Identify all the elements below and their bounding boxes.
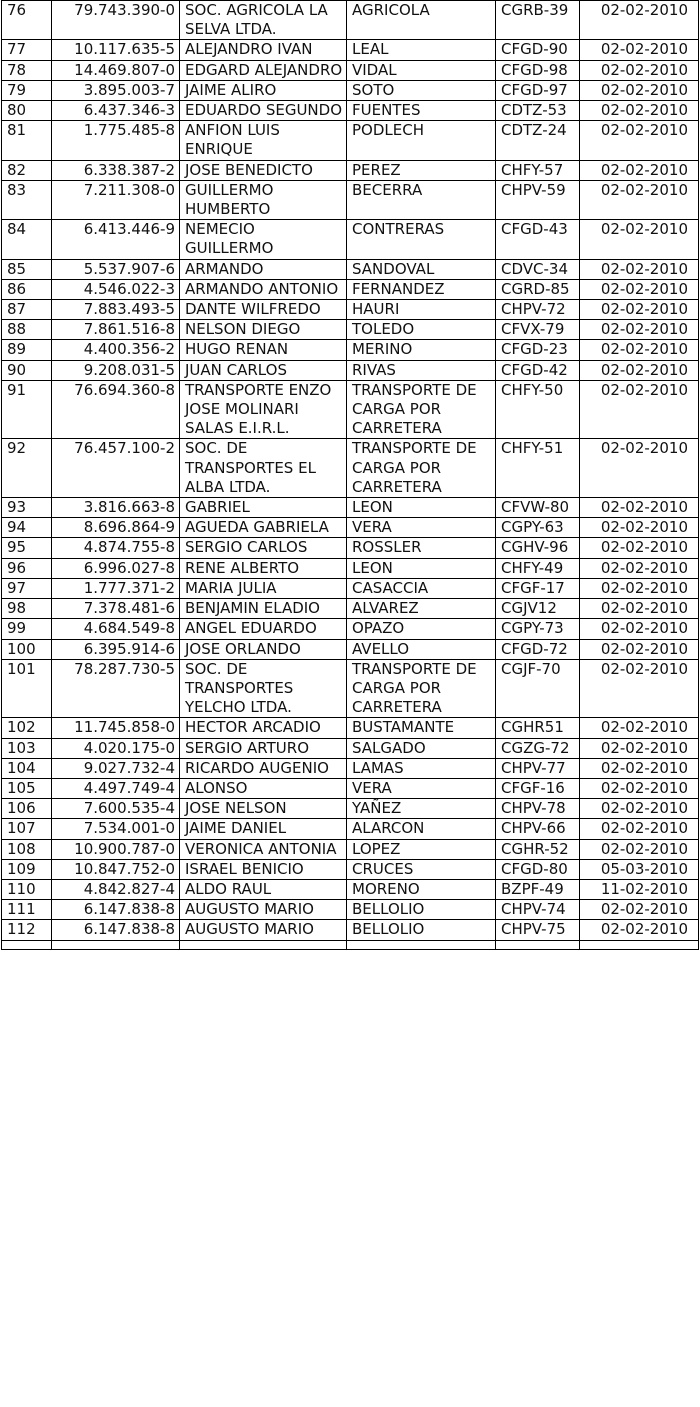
surname-cell: VERA: [347, 518, 496, 538]
name-cell: NEMECIO GUILLERMO: [180, 220, 347, 259]
rut-cell: 6.147.838-8: [52, 900, 180, 920]
table-row: [2, 599, 699, 619]
table-row: [2, 40, 699, 60]
rut-cell: 6.437.346-3: [52, 101, 180, 121]
row-number: 100: [2, 639, 52, 659]
name-cell: ARMANDO: [180, 259, 347, 279]
surname-cell: OPAZO: [347, 619, 496, 639]
date-cell: 02-02-2010: [580, 659, 699, 718]
row-number: 86: [2, 279, 52, 299]
name-cell: AUGUSTO MARIO: [180, 900, 347, 920]
date-cell: 05-03-2010: [580, 859, 699, 879]
surname-cell: BUSTAMANTE: [347, 718, 496, 738]
plate-cell: CHFY-57: [496, 160, 580, 180]
surname-cell: RIVAS: [347, 360, 496, 380]
rut-cell: 7.534.001-0: [52, 819, 180, 839]
date-cell: 02-02-2010: [580, 778, 699, 798]
rut-cell: 7.378.481-6: [52, 599, 180, 619]
table-row: [2, 180, 699, 219]
row-number: 107: [2, 819, 52, 839]
rut-cell: 6.395.914-6: [52, 639, 180, 659]
rut-cell: 4.546.022-3: [52, 279, 180, 299]
name-cell: ANGEL EDUARDO: [180, 619, 347, 639]
table-row: [2, 279, 699, 299]
date-cell: 02-02-2010: [580, 518, 699, 538]
plate-cell: CHPV-75: [496, 920, 580, 940]
surname-cell: BELLOLIO: [347, 900, 496, 920]
name-cell: HECTOR ARCADIO: [180, 718, 347, 738]
plate-cell: CFGD-97: [496, 80, 580, 100]
name-cell: JOSE ORLANDO: [180, 639, 347, 659]
name-cell: SERGIO ARTURO: [180, 738, 347, 758]
name-cell: EDUARDO SEGUNDO: [180, 101, 347, 121]
name-cell: JOSE NELSON: [180, 799, 347, 819]
name-cell: HUGO RENAN: [180, 340, 347, 360]
date-cell: 11-02-2010: [580, 879, 699, 899]
surname-cell: BECERRA: [347, 180, 496, 219]
row-number: 76: [2, 1, 52, 40]
surname-cell: HAURI: [347, 300, 496, 320]
rut-cell: 10.847.752-0: [52, 859, 180, 879]
row-number: 82: [2, 160, 52, 180]
name-cell: SERGIO CARLOS: [180, 538, 347, 558]
table-row: [2, 778, 699, 798]
plate-cell: CGHR51: [496, 718, 580, 738]
row-number: 110: [2, 879, 52, 899]
name-cell: ALONSO: [180, 778, 347, 798]
row-number: 112: [2, 920, 52, 940]
row-number: 96: [2, 558, 52, 578]
table-row: [2, 439, 699, 498]
plate-cell: CFGD-72: [496, 639, 580, 659]
table-row: [2, 160, 699, 180]
table-row: [2, 578, 699, 598]
name-cell: ISRAEL BENICIO: [180, 859, 347, 879]
table-row: [2, 259, 699, 279]
table-row: [2, 538, 699, 558]
row-number: 87: [2, 300, 52, 320]
rut-cell: 4.020.175-0: [52, 738, 180, 758]
rut-cell: 3.816.663-8: [52, 498, 180, 518]
plate-cell: CGHR-52: [496, 839, 580, 859]
name-cell: JAIME DANIEL: [180, 819, 347, 839]
surname-cell: FERNANDEZ: [347, 279, 496, 299]
rut-cell: 11.745.858-0: [52, 718, 180, 738]
name-cell: SOC. DE TRANSPORTES EL ALBA LTDA.: [180, 439, 347, 498]
table-row: [2, 380, 699, 439]
rut-cell: 7.883.493-5: [52, 300, 180, 320]
table-row: [2, 639, 699, 659]
plate-cell: CGPY-73: [496, 619, 580, 639]
plate-cell: CHFY-49: [496, 558, 580, 578]
empty-cell: [347, 940, 496, 949]
name-cell: NELSON DIEGO: [180, 320, 347, 340]
name-cell: AUGUSTO MARIO: [180, 920, 347, 940]
rut-cell: 4.400.356-2: [52, 340, 180, 360]
plate-cell: CHPV-78: [496, 799, 580, 819]
rut-cell: 9.208.031-5: [52, 360, 180, 380]
plate-cell: CHPV-66: [496, 819, 580, 839]
rut-cell: 14.469.807-0: [52, 60, 180, 80]
row-number: 103: [2, 738, 52, 758]
name-cell: DANTE WILFREDO: [180, 300, 347, 320]
name-cell: BENJAMIN ELADIO: [180, 599, 347, 619]
rut-cell: 4.684.549-8: [52, 619, 180, 639]
table-row: [2, 320, 699, 340]
name-cell: RENE ALBERTO: [180, 558, 347, 578]
rut-cell: 79.743.390-0: [52, 1, 180, 40]
row-number: 77: [2, 40, 52, 60]
name-cell: GABRIEL: [180, 498, 347, 518]
surname-cell: MERINO: [347, 340, 496, 360]
surname-cell: VERA: [347, 778, 496, 798]
surname-cell: TRANSPORTE DE CARGA POR CARRETERA: [347, 659, 496, 718]
plate-cell: CHPV-74: [496, 900, 580, 920]
plate-cell: CFGF-16: [496, 778, 580, 798]
date-cell: 02-02-2010: [580, 819, 699, 839]
empty-cell: [496, 940, 580, 949]
table-row-partial: [2, 940, 699, 949]
empty-cell: [52, 940, 180, 949]
plate-cell: CFGD-80: [496, 859, 580, 879]
plate-cell: CDVC-34: [496, 259, 580, 279]
row-number: 92: [2, 439, 52, 498]
registry-table-body: [2, 1, 699, 950]
plate-cell: CFGD-98: [496, 60, 580, 80]
row-number: 105: [2, 778, 52, 798]
date-cell: 02-02-2010: [580, 799, 699, 819]
surname-cell: ALARCON: [347, 819, 496, 839]
date-cell: 02-02-2010: [580, 578, 699, 598]
surname-cell: TRANSPORTE DE CARGA POR CARRETERA: [347, 380, 496, 439]
date-cell: 02-02-2010: [580, 40, 699, 60]
date-cell: 02-02-2010: [580, 439, 699, 498]
name-cell: GUILLERMO HUMBERTO: [180, 180, 347, 219]
empty-cell: [580, 940, 699, 949]
row-number: 95: [2, 538, 52, 558]
table-row: [2, 1, 699, 40]
rut-cell: 1.777.371-2: [52, 578, 180, 598]
surname-cell: LEAL: [347, 40, 496, 60]
row-number: 106: [2, 799, 52, 819]
name-cell: AGUEDA GABRIELA: [180, 518, 347, 538]
surname-cell: VIDAL: [347, 60, 496, 80]
date-cell: 02-02-2010: [580, 259, 699, 279]
date-cell: 02-02-2010: [580, 558, 699, 578]
rut-cell: 6.996.027-8: [52, 558, 180, 578]
row-number: 108: [2, 839, 52, 859]
surname-cell: TRANSPORTE DE CARGA POR CARRETERA: [347, 439, 496, 498]
table-row: [2, 300, 699, 320]
plate-cell: CGJF-70: [496, 659, 580, 718]
date-cell: 02-02-2010: [580, 599, 699, 619]
surname-cell: CRUCES: [347, 859, 496, 879]
table-row: [2, 121, 699, 160]
date-cell: 02-02-2010: [580, 300, 699, 320]
surname-cell: MORENO: [347, 879, 496, 899]
date-cell: 02-02-2010: [580, 180, 699, 219]
plate-cell: CFGD-90: [496, 40, 580, 60]
table-row: [2, 220, 699, 259]
surname-cell: PODLECH: [347, 121, 496, 160]
plate-cell: CFGF-17: [496, 578, 580, 598]
date-cell: 02-02-2010: [580, 738, 699, 758]
date-cell: 02-02-2010: [580, 320, 699, 340]
plate-cell: CDTZ-24: [496, 121, 580, 160]
row-number: 83: [2, 180, 52, 219]
plate-cell: CGJV12: [496, 599, 580, 619]
surname-cell: ROSSLER: [347, 538, 496, 558]
surname-cell: SANDOVAL: [347, 259, 496, 279]
rut-cell: 7.600.535-4: [52, 799, 180, 819]
row-number: 109: [2, 859, 52, 879]
table-row: [2, 718, 699, 738]
rut-cell: 76.694.360-8: [52, 380, 180, 439]
row-number: 104: [2, 758, 52, 778]
plate-cell: CFVX-79: [496, 320, 580, 340]
plate-cell: CFGD-43: [496, 220, 580, 259]
row-number: 85: [2, 259, 52, 279]
date-cell: 02-02-2010: [580, 538, 699, 558]
plate-cell: CGZG-72: [496, 738, 580, 758]
name-cell: ANFION LUIS ENRIQUE: [180, 121, 347, 160]
plate-cell: CFGD-23: [496, 340, 580, 360]
table-row: [2, 758, 699, 778]
plate-cell: CGHV-96: [496, 538, 580, 558]
surname-cell: ALVAREZ: [347, 599, 496, 619]
name-cell: ALDO RAUL: [180, 879, 347, 899]
date-cell: 02-02-2010: [580, 80, 699, 100]
date-cell: 02-02-2010: [580, 360, 699, 380]
name-cell: VERONICA ANTONIA: [180, 839, 347, 859]
rut-cell: 4.497.749-4: [52, 778, 180, 798]
plate-cell: CHPV-72: [496, 300, 580, 320]
table-row: [2, 558, 699, 578]
table-row: [2, 859, 699, 879]
name-cell: JUAN CARLOS: [180, 360, 347, 380]
date-cell: 02-02-2010: [580, 279, 699, 299]
surname-cell: LEON: [347, 558, 496, 578]
plate-cell: CHPV-77: [496, 758, 580, 778]
surname-cell: FUENTES: [347, 101, 496, 121]
name-cell: MARIA JULIA: [180, 578, 347, 598]
name-cell: JAIME ALIRO: [180, 80, 347, 100]
rut-cell: 7.211.308-0: [52, 180, 180, 219]
date-cell: 02-02-2010: [580, 380, 699, 439]
table-row: [2, 101, 699, 121]
registry-table: [1, 0, 699, 950]
row-number: 80: [2, 101, 52, 121]
name-cell: RICARDO AUGENIO: [180, 758, 347, 778]
name-cell: JOSE BENEDICTO: [180, 160, 347, 180]
row-number: 97: [2, 578, 52, 598]
table-row: [2, 518, 699, 538]
plate-cell: CGRD-85: [496, 279, 580, 299]
rut-cell: 10.900.787-0: [52, 839, 180, 859]
rut-cell: 3.895.003-7: [52, 80, 180, 100]
row-number: 99: [2, 619, 52, 639]
date-cell: 02-02-2010: [580, 220, 699, 259]
surname-cell: CASACCIA: [347, 578, 496, 598]
row-number: 79: [2, 80, 52, 100]
plate-cell: CDTZ-53: [496, 101, 580, 121]
rut-cell: 6.147.838-8: [52, 920, 180, 940]
surname-cell: AVELLO: [347, 639, 496, 659]
name-cell: ARMANDO ANTONIO: [180, 279, 347, 299]
plate-cell: CFGD-42: [496, 360, 580, 380]
date-cell: 02-02-2010: [580, 101, 699, 121]
table-row: [2, 839, 699, 859]
plate-cell: CHPV-59: [496, 180, 580, 219]
plate-cell: CGPY-63: [496, 518, 580, 538]
date-cell: 02-02-2010: [580, 498, 699, 518]
date-cell: 02-02-2010: [580, 160, 699, 180]
surname-cell: TOLEDO: [347, 320, 496, 340]
row-number: 93: [2, 498, 52, 518]
date-cell: 02-02-2010: [580, 340, 699, 360]
rut-cell: 78.287.730-5: [52, 659, 180, 718]
table-row: [2, 659, 699, 718]
table-row: [2, 879, 699, 899]
row-number: 111: [2, 900, 52, 920]
row-number: 84: [2, 220, 52, 259]
date-cell: 02-02-2010: [580, 60, 699, 80]
table-row: [2, 498, 699, 518]
row-number: 94: [2, 518, 52, 538]
surname-cell: LAMAS: [347, 758, 496, 778]
date-cell: 02-02-2010: [580, 639, 699, 659]
row-number: 89: [2, 340, 52, 360]
date-cell: 02-02-2010: [580, 920, 699, 940]
table-row: [2, 619, 699, 639]
table-row: [2, 340, 699, 360]
surname-cell: SOTO: [347, 80, 496, 100]
name-cell: SOC. DE TRANSPORTES YELCHO LTDA.: [180, 659, 347, 718]
table-row: [2, 799, 699, 819]
rut-cell: 7.861.516-8: [52, 320, 180, 340]
date-cell: 02-02-2010: [580, 121, 699, 160]
date-cell: 02-02-2010: [580, 900, 699, 920]
rut-cell: 5.537.907-6: [52, 259, 180, 279]
rut-cell: 10.117.635-5: [52, 40, 180, 60]
name-cell: SOC. AGRICOLA LA SELVA LTDA.: [180, 1, 347, 40]
surname-cell: CONTRERAS: [347, 220, 496, 259]
rut-cell: 76.457.100-2: [52, 439, 180, 498]
name-cell: EDGARD ALEJANDRO: [180, 60, 347, 80]
row-number: 102: [2, 718, 52, 738]
row-number: 91: [2, 380, 52, 439]
plate-cell: CHFY-51: [496, 439, 580, 498]
name-cell: TRANSPORTE ENZO JOSE MOLINARI SALAS E.I.R.L.: [180, 380, 347, 439]
empty-cell: [180, 940, 347, 949]
surname-cell: SALGADO: [347, 738, 496, 758]
row-number: 90: [2, 360, 52, 380]
rut-cell: 4.874.755-8: [52, 538, 180, 558]
plate-cell: CGRB-39: [496, 1, 580, 40]
surname-cell: PEREZ: [347, 160, 496, 180]
plate-cell: CFVW-80: [496, 498, 580, 518]
surname-cell: BELLOLIO: [347, 920, 496, 940]
plate-cell: CHFY-50: [496, 380, 580, 439]
plate-cell: BZPF-49: [496, 879, 580, 899]
table-row: [2, 360, 699, 380]
date-cell: 02-02-2010: [580, 758, 699, 778]
surname-cell: YAÑEZ: [347, 799, 496, 819]
rut-cell: 6.338.387-2: [52, 160, 180, 180]
row-number: 101: [2, 659, 52, 718]
table-row: [2, 738, 699, 758]
rut-cell: 8.696.864-9: [52, 518, 180, 538]
date-cell: 02-02-2010: [580, 619, 699, 639]
rut-cell: 9.027.732-4: [52, 758, 180, 778]
table-row: [2, 80, 699, 100]
row-number: 78: [2, 60, 52, 80]
rut-cell: 1.775.485-8: [52, 121, 180, 160]
table-row: [2, 900, 699, 920]
surname-cell: LEON: [347, 498, 496, 518]
date-cell: 02-02-2010: [580, 1, 699, 40]
rut-cell: 6.413.446-9: [52, 220, 180, 259]
row-number: 98: [2, 599, 52, 619]
date-cell: 02-02-2010: [580, 839, 699, 859]
name-cell: ALEJANDRO IVAN: [180, 40, 347, 60]
table-row: [2, 819, 699, 839]
surname-cell: LOPEZ: [347, 839, 496, 859]
table-row: [2, 60, 699, 80]
table-row: [2, 920, 699, 940]
row-number: 88: [2, 320, 52, 340]
rut-cell: 4.842.827-4: [52, 879, 180, 899]
surname-cell: AGRICOLA: [347, 1, 496, 40]
empty-cell: [2, 940, 52, 949]
date-cell: 02-02-2010: [580, 718, 699, 738]
row-number: 81: [2, 121, 52, 160]
